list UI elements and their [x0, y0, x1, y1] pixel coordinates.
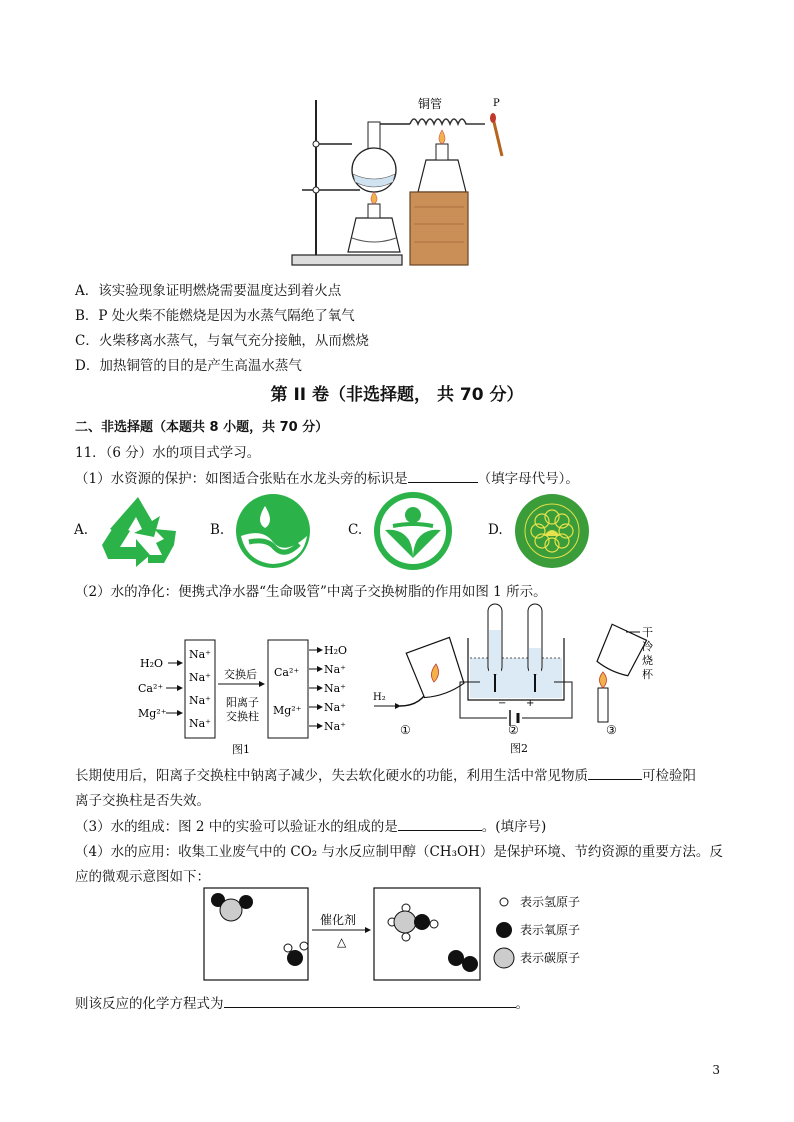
fig2-num-3: ③ — [606, 723, 617, 737]
carbon-legend-icon — [494, 948, 514, 968]
reaction-diagram — [200, 884, 600, 984]
fig1-input-ca: Ca²⁺ — [138, 682, 164, 695]
q11-part2-text2: 离子交换柱是否失效。 — [75, 793, 210, 809]
fig2-num-2: ② — [508, 723, 519, 737]
fig1-mg-captured: Mg²⁺ — [273, 704, 302, 717]
logo-label-a: A. — [74, 522, 89, 538]
fig1-input-mg: Mg²⁺ — [138, 707, 167, 720]
option-d: D．加热铜管的目的是产生高温水蒸气 — [75, 358, 302, 374]
water-saving-icon — [233, 492, 313, 570]
q11-equation-suffix: 。 — [515, 996, 529, 1012]
fig2-side-label-1: 干 — [642, 626, 653, 639]
point-p-label: P — [493, 98, 500, 109]
fig1-arrow-top: 交换后 — [224, 668, 257, 681]
q11-part2-text1: 长期使用后，阳离子交换柱中钠离子减少，失去软化硬水的功能，利用生活中常见物质 — [75, 768, 588, 784]
figure-1 — [132, 632, 362, 758]
recycle-icon — [96, 493, 180, 569]
oxygen-legend-icon — [496, 922, 512, 938]
fig2-plus: + — [526, 698, 535, 709]
q11-part3-suffix: 。(填序号) — [481, 819, 547, 835]
q11-part1-text: （1）水资源的保护：如图适合张贴在水龙头旁的标识是 — [75, 471, 408, 487]
heat-symbol: △ — [337, 935, 347, 949]
fig1-arrow-bottom-2: 交换柱 — [226, 710, 259, 723]
fig1-caption: 图1 — [232, 743, 250, 756]
section-heading: 二、非选择题（本题共 8 小题，共 70 分） — [75, 420, 329, 435]
fig1-na-3: Na⁺ — [189, 694, 211, 707]
fig1-output-na-2: Na⁺ — [324, 682, 346, 695]
fig1-na-2: Na⁺ — [189, 671, 211, 684]
fig2-side-label-2: 冷 — [642, 640, 653, 653]
answer-blank-1[interactable] — [408, 468, 478, 483]
apparatus-figure — [290, 92, 520, 270]
legend-hydrogen: 表示氢原子 — [520, 895, 581, 909]
option-b: B．P 处火柴不能燃烧是因为水蒸气隔绝了氧气 — [75, 308, 355, 324]
q11-part3-text: （3）水的组成：图 2 中的实验可以验证水的组成的是 — [75, 819, 398, 835]
logo-label-b: B. — [210, 522, 225, 538]
q11-part3 — [75, 815, 546, 835]
q11-equation-line — [75, 992, 529, 1012]
fig2-h2-label: H₂ — [373, 692, 386, 703]
option-c: C．火柴移离水蒸气，与氧气充分接触，从而燃烧 — [75, 333, 369, 349]
green-food-icon — [373, 492, 453, 570]
fig1-input-h2o: H₂O — [140, 657, 164, 670]
fig2-minus: − — [498, 698, 507, 709]
logo-label-c: C. — [348, 522, 363, 538]
q11-head: 11．（6 分）水的项目式学习。 — [75, 445, 261, 461]
legend-oxygen: 表示氧原子 — [520, 923, 581, 937]
fig1-ca-captured: Ca²⁺ — [274, 666, 300, 679]
fig1-na-4: Na⁺ — [189, 717, 211, 730]
figure-2 — [370, 600, 670, 760]
q11-part2-text-1 — [75, 764, 696, 784]
fig2-num-1: ① — [400, 723, 411, 737]
answer-blank-3[interactable] — [398, 816, 482, 831]
fig1-output-na-3: Na⁺ — [324, 701, 346, 714]
q11-part1-suffix: （填字母代号）。 — [477, 471, 579, 487]
page-number: 3 — [712, 1063, 720, 1077]
logo-label-d: D. — [488, 522, 503, 538]
q11-part4-line2: 应的微观示意图如下： — [75, 869, 210, 885]
part-title: 第 II 卷（非选择题， 共 70 分） — [270, 385, 524, 405]
fig2-side-label-3: 烧 — [642, 654, 653, 667]
fig1-output-na-4: Na⁺ — [324, 720, 346, 733]
q11-part4-line1: （4）水的应用：收集工业废气中的 CO₂ 与水反应制甲醇（CH₃OH）是保护环境、节约资源的重要方法。反 — [75, 844, 723, 860]
fig1-output-na-1: Na⁺ — [324, 663, 346, 676]
fig1-arrow-bottom-1: 阳离子 — [226, 696, 259, 709]
copper-tube-label: 铜管 — [418, 97, 443, 111]
fig1-output-h2o: H₂O — [324, 644, 348, 657]
answer-blank-2[interactable] — [588, 765, 642, 780]
catalyst-label: 催化剂 — [320, 913, 357, 927]
fig2-side-label-4: 杯 — [642, 668, 653, 681]
legend-carbon: 表示碳原子 — [520, 951, 581, 965]
environmental-label-icon — [512, 492, 592, 570]
q11-equation-text: 则该反应的化学方程式为 — [75, 996, 224, 1012]
q11-part1 — [75, 467, 579, 487]
fig2-caption: 图2 — [510, 742, 528, 755]
answer-blank-equation[interactable] — [224, 993, 516, 1008]
fig1-na-1: Na⁺ — [189, 648, 211, 661]
option-a: A．该实验现象证明燃烧需要温度达到着火点 — [75, 283, 342, 299]
q11-part2: （2）水的净化：便携式净水器“生命吸管”中离子交换树脂的作用如图 1 所示。 — [75, 584, 547, 600]
hydrogen-legend-icon — [500, 898, 508, 906]
q11-part2-text1-suffix: 可检验阳 — [642, 768, 696, 784]
